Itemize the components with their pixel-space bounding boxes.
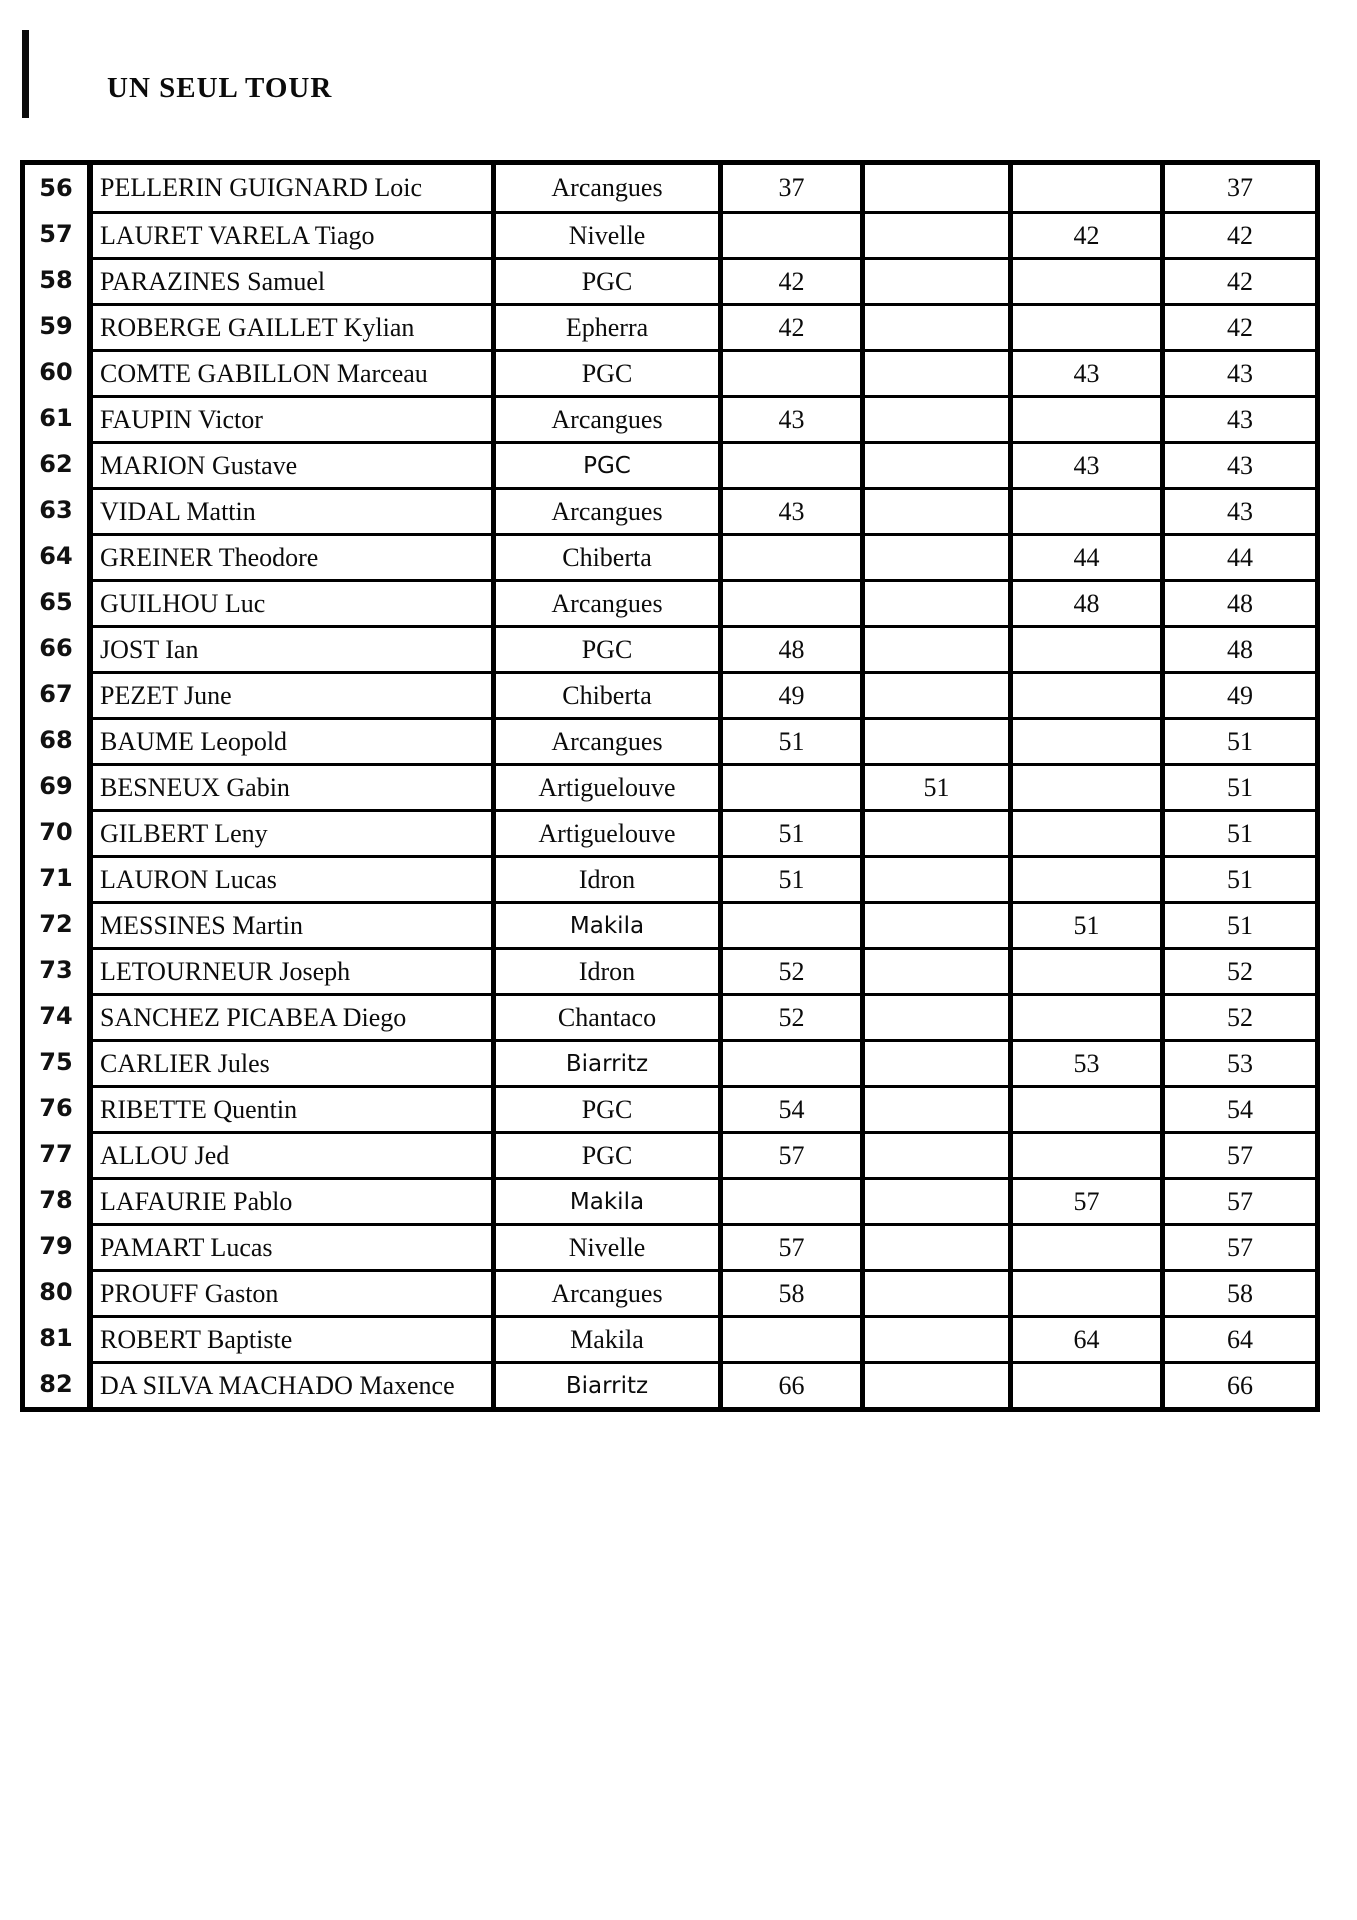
name-cell: CARLIER Jules [93, 1039, 491, 1085]
round2-cell [860, 349, 1008, 395]
round1-cell: 58 [718, 1269, 860, 1315]
club-cell: Makila [491, 901, 718, 947]
round1-cell [718, 579, 860, 625]
name-cell: SANCHEZ PICABEA Diego [93, 993, 491, 1039]
round1-cell: 52 [718, 993, 860, 1039]
rank-cell: 61 [39, 404, 73, 432]
club-cell: PGC [491, 441, 718, 487]
club-cell: Idron [491, 947, 718, 993]
name-cell: FAUPIN Victor [93, 395, 491, 441]
rank-cell: 74 [39, 1002, 73, 1030]
name-cell: MESSINES Martin [93, 901, 491, 947]
club-cell: Arcangues [491, 1269, 718, 1315]
total-cell: 48 [1160, 625, 1315, 671]
rank-cell: 57 [39, 220, 73, 248]
round2-cell [860, 1223, 1008, 1269]
name-cell: LAURON Lucas [93, 855, 491, 901]
name-cell: DA SILVA MACHADO Maxence [93, 1361, 491, 1407]
club-cell: Makila [491, 1177, 718, 1223]
total-cell: 51 [1160, 855, 1315, 901]
club-cell: Chiberta [491, 671, 718, 717]
round1-cell [718, 1039, 860, 1085]
club-cell: Chantaco [491, 993, 718, 1039]
total-cell: 43 [1160, 395, 1315, 441]
name-cell: PARAZINES Samuel [93, 257, 491, 303]
total-cell: 57 [1160, 1131, 1315, 1177]
round2-cell [860, 717, 1008, 763]
round2-cell [860, 441, 1008, 487]
total-cell: 42 [1160, 211, 1315, 257]
club-cell: Idron [491, 855, 718, 901]
round2-cell [860, 1039, 1008, 1085]
name-cell: LETOURNEUR Joseph [93, 947, 491, 993]
name-cell: JOST Ian [93, 625, 491, 671]
round2-cell [860, 947, 1008, 993]
round1-cell: 48 [718, 625, 860, 671]
round2-cell [860, 395, 1008, 441]
round3-cell [1008, 809, 1160, 855]
name-cell: LAURET VARELA Tiago [93, 211, 491, 257]
rank-cell: 75 [39, 1048, 73, 1076]
round2-cell [860, 625, 1008, 671]
club-cell: PGC [491, 257, 718, 303]
round2-cell [860, 1269, 1008, 1315]
round2-cell [860, 1361, 1008, 1407]
round1-cell [718, 1177, 860, 1223]
name-cell: COMTE GABILLON Marceau [93, 349, 491, 395]
rank-cell: 72 [39, 910, 73, 938]
club-cell: PGC [491, 349, 718, 395]
rank-cell: 70 [39, 818, 73, 846]
name-cell: VIDAL Mattin [93, 487, 491, 533]
round1-cell: 42 [718, 303, 860, 349]
round3-cell [1008, 625, 1160, 671]
round2-cell [860, 1177, 1008, 1223]
round3-cell [1008, 257, 1160, 303]
round3-cell [1008, 165, 1160, 211]
round2-cell [860, 671, 1008, 717]
round3-cell: 43 [1008, 441, 1160, 487]
round3-cell: 57 [1008, 1177, 1160, 1223]
club-cell: PGC [491, 1085, 718, 1131]
total-cell: 52 [1160, 947, 1315, 993]
round2-cell [860, 303, 1008, 349]
round1-cell [718, 763, 860, 809]
round3-cell [1008, 1131, 1160, 1177]
name-cell: GUILHOU Luc [93, 579, 491, 625]
round1-cell: 43 [718, 395, 860, 441]
name-cell: MARION Gustave [93, 441, 491, 487]
total-cell: 52 [1160, 993, 1315, 1039]
round2-cell [860, 809, 1008, 855]
club-cell: Nivelle [491, 211, 718, 257]
round3-cell [1008, 395, 1160, 441]
round1-cell: 57 [718, 1223, 860, 1269]
rank-cell: 76 [39, 1094, 73, 1122]
total-cell: 53 [1160, 1039, 1315, 1085]
round2-cell [860, 993, 1008, 1039]
rank-cell: 63 [39, 496, 73, 524]
club-cell: Biarritz [491, 1361, 718, 1407]
round3-cell [1008, 671, 1160, 717]
round3-cell [1008, 1223, 1160, 1269]
rank-cell: 80 [39, 1278, 73, 1306]
round1-cell [718, 901, 860, 947]
rank-cell: 79 [39, 1232, 73, 1260]
round1-cell: 43 [718, 487, 860, 533]
round1-cell: 51 [718, 717, 860, 763]
total-cell: 43 [1160, 349, 1315, 395]
round3-cell: 43 [1008, 349, 1160, 395]
club-cell: Arcangues [491, 579, 718, 625]
club-cell: Epherra [491, 303, 718, 349]
total-cell: 42 [1160, 303, 1315, 349]
results-grid [93, 165, 1315, 1407]
name-cell: PEZET June [93, 671, 491, 717]
margin-bar [22, 30, 29, 118]
round1-cell: 42 [718, 257, 860, 303]
round3-cell [1008, 763, 1160, 809]
round2-cell [860, 1315, 1008, 1361]
round1-cell: 49 [718, 671, 860, 717]
total-cell: 51 [1160, 809, 1315, 855]
club-cell: Artiguelouve [491, 763, 718, 809]
rank-cell: 62 [39, 450, 73, 478]
total-cell: 43 [1160, 441, 1315, 487]
name-cell: RIBETTE Quentin [93, 1085, 491, 1131]
round3-cell [1008, 1269, 1160, 1315]
name-cell: LAFAURIE Pablo [93, 1177, 491, 1223]
round2-cell [860, 211, 1008, 257]
club-cell: Biarritz [491, 1039, 718, 1085]
total-cell: 42 [1160, 257, 1315, 303]
round2-cell [860, 1085, 1008, 1131]
round3-cell: 51 [1008, 901, 1160, 947]
total-cell: 54 [1160, 1085, 1315, 1131]
rank-cell: 77 [39, 1140, 73, 1168]
total-cell: 44 [1160, 533, 1315, 579]
total-cell: 57 [1160, 1223, 1315, 1269]
round2-cell [860, 257, 1008, 303]
rank-cell: 73 [39, 956, 73, 984]
club-cell: Nivelle [491, 1223, 718, 1269]
name-cell: PELLERIN GUIGNARD Loic [100, 173, 423, 202]
total-cell: 43 [1160, 487, 1315, 533]
rank-cell: 59 [39, 312, 73, 340]
round2-cell [860, 165, 1008, 211]
round1-cell [718, 211, 860, 257]
club-cell: Chiberta [491, 533, 718, 579]
name-cell: ALLOU Jed [93, 1131, 491, 1177]
total-cell: 51 [1160, 717, 1315, 763]
round3-cell [1008, 993, 1160, 1039]
rank-cell: 56 [39, 174, 73, 202]
round1-cell [718, 441, 860, 487]
round3-cell [1008, 717, 1160, 763]
round3-cell [1008, 303, 1160, 349]
rank-cell: 71 [39, 864, 73, 892]
club-cell: Artiguelouve [491, 809, 718, 855]
round1-cell: 57 [718, 1131, 860, 1177]
round2-cell [860, 533, 1008, 579]
round3-cell [1008, 855, 1160, 901]
rank-cell: 64 [39, 542, 73, 570]
round1-cell: 51 [718, 855, 860, 901]
round3-cell [1008, 1085, 1160, 1131]
name-cell: BESNEUX Gabin [93, 763, 491, 809]
rank-cell: 69 [39, 772, 73, 800]
total-cell: 66 [1160, 1361, 1315, 1407]
rank-cell: 66 [39, 634, 73, 662]
total-cell: 64 [1160, 1315, 1315, 1361]
round1-cell [718, 533, 860, 579]
round3-cell: 48 [1008, 579, 1160, 625]
total-cell: 58 [1160, 1269, 1315, 1315]
round1-cell: 51 [718, 809, 860, 855]
club-cell: Arcangues [491, 717, 718, 763]
rank-cell: 60 [39, 358, 73, 386]
round3-cell [1008, 947, 1160, 993]
club-cell: PGC [491, 625, 718, 671]
round2-cell [860, 579, 1008, 625]
club-cell: Arcangues [491, 487, 718, 533]
rank-cell: 65 [39, 588, 73, 616]
rank-cell: 81 [39, 1324, 73, 1352]
total-cell: 57 [1160, 1177, 1315, 1223]
round3-cell [1008, 1361, 1160, 1407]
total-cell: 48 [1160, 579, 1315, 625]
round1-cell: 54 [718, 1085, 860, 1131]
round3-cell: 42 [1008, 211, 1160, 257]
name-cell: GILBERT Leny [93, 809, 491, 855]
results-table [20, 160, 1320, 1412]
name-cell: ROBERT Baptiste [93, 1315, 491, 1361]
round2-cell [860, 855, 1008, 901]
rank-cell: 68 [39, 726, 73, 754]
round1-cell: 52 [718, 947, 860, 993]
rank-cell: 82 [39, 1370, 73, 1398]
round2-cell [860, 1131, 1008, 1177]
total-cell: 51 [1160, 763, 1315, 809]
name-cell: PAMART Lucas [93, 1223, 491, 1269]
rank-cell: 67 [39, 680, 73, 708]
name-cell: BAUME Leopold [93, 717, 491, 763]
rank-column [25, 165, 93, 1407]
name-cell: GREINER Theodore [93, 533, 491, 579]
round3-cell: 44 [1008, 533, 1160, 579]
name-cell: PROUFF Gaston [93, 1269, 491, 1315]
round3-cell: 64 [1008, 1315, 1160, 1361]
club-cell: Arcangues [491, 165, 718, 211]
name-cell: ROBERGE GAILLET Kylian [93, 303, 491, 349]
page-title: UN SEUL TOUR [107, 72, 333, 104]
total-cell: 49 [1160, 671, 1315, 717]
round1-cell: 66 [718, 1361, 860, 1407]
round3-cell [1008, 487, 1160, 533]
round1-cell [718, 349, 860, 395]
rank-cell: 58 [39, 266, 73, 294]
club-cell: Makila [491, 1315, 718, 1361]
total-cell: 37 [1160, 165, 1315, 211]
round2-cell [860, 901, 1008, 947]
round1-cell [718, 1315, 860, 1361]
round1-cell: 37 [718, 165, 860, 211]
total-cell: 51 [1160, 901, 1315, 947]
round3-cell: 53 [1008, 1039, 1160, 1085]
round2-cell: 51 [860, 763, 1008, 809]
rank-cell: 78 [39, 1186, 73, 1214]
club-cell: Arcangues [491, 395, 718, 441]
club-cell: PGC [491, 1131, 718, 1177]
round2-cell [860, 487, 1008, 533]
